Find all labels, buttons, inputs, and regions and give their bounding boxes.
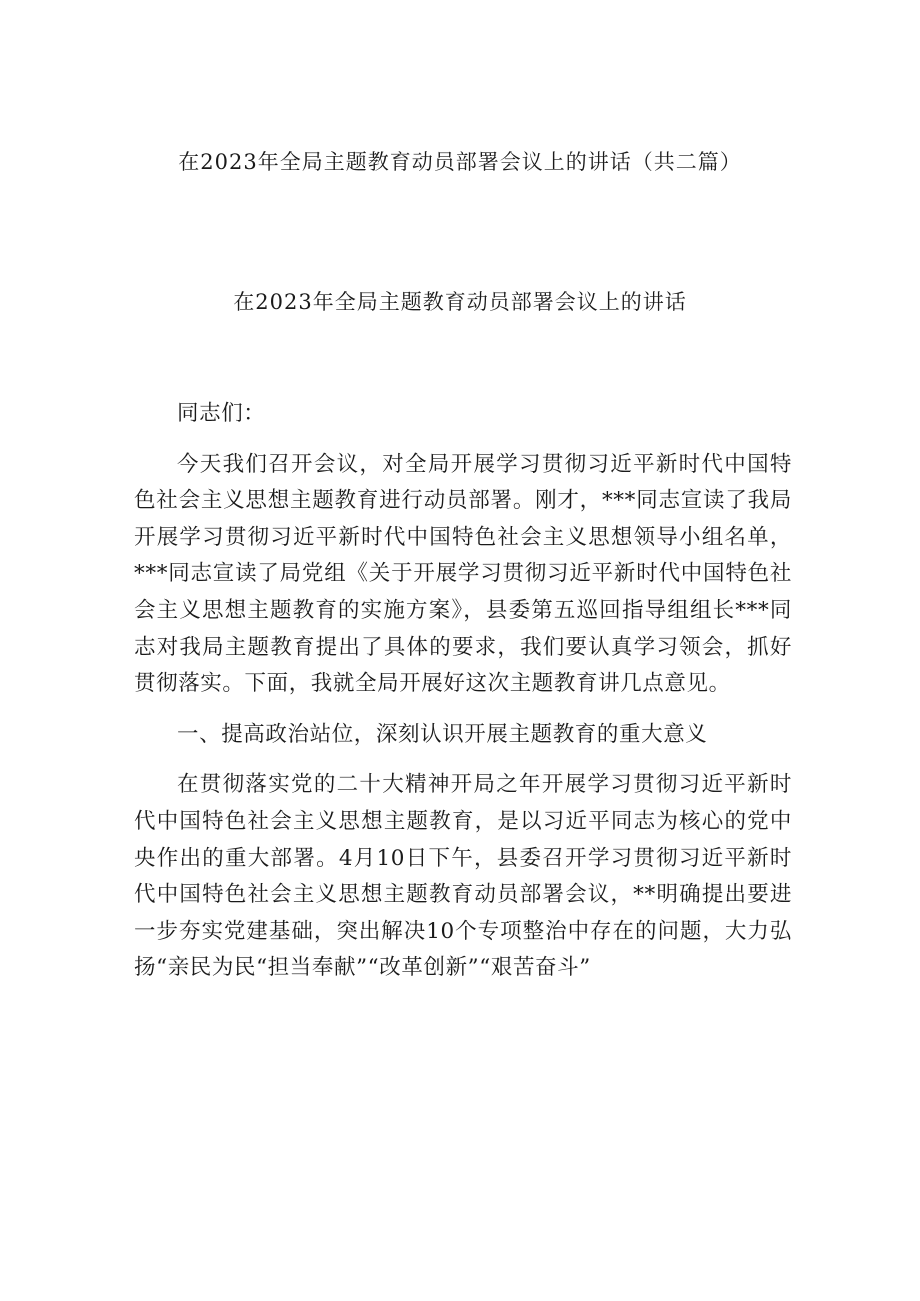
paragraph-intro: 今天我们召开会议，对全局开展学习贯彻习近平新时代中国特色社会主义思想主题教育进行动员部署。刚才，***同志宣读了我局开展学习贯彻习近平新时代中国特色社会主义思想领导小组名单，***同志宣读了局党组《关于开展学习贯彻习近平新时代中国特色社会主义思想主题教育的实施方案》，县委第五巡回指导组组长***同志对我局主题教育提出了具体的要求，我们要认真学习领会，抓好贯彻落实。下面，我就全局开展好这次主题教育讲几点意见。 <box>134 451 792 697</box>
paragraph-section-1: 在贯彻落实党的二十大精神开局之年开展学习贯彻习近平新时代中国特色社会主义思想主题教育，是以习近平同志为核心的党中央作出的重大部署。4月10日下午，县委召开学习贯彻习近平新时代中国特色社会主义思想主题教育动员部署会议，**明确提出要进一步夯实党建基础，突出解决10个专项整治中存在的问题，大力弘扬“亲民为民“担当奉献”“改革创新”“艰苦奋斗” <box>134 772 792 981</box>
salutation: 同志们： <box>177 401 266 426</box>
section-heading-1: 一、提高政治站位，深刻认识开展主题教育的重大意义 <box>177 721 708 747</box>
speech-body <box>134 396 792 987</box>
document-title: 在2023年全局主题教育动员部署会议上的讲话（共二篇） <box>178 150 742 174</box>
speech-title: 在2023年全局主题教育动员部署会议上的讲话 <box>233 290 687 314</box>
